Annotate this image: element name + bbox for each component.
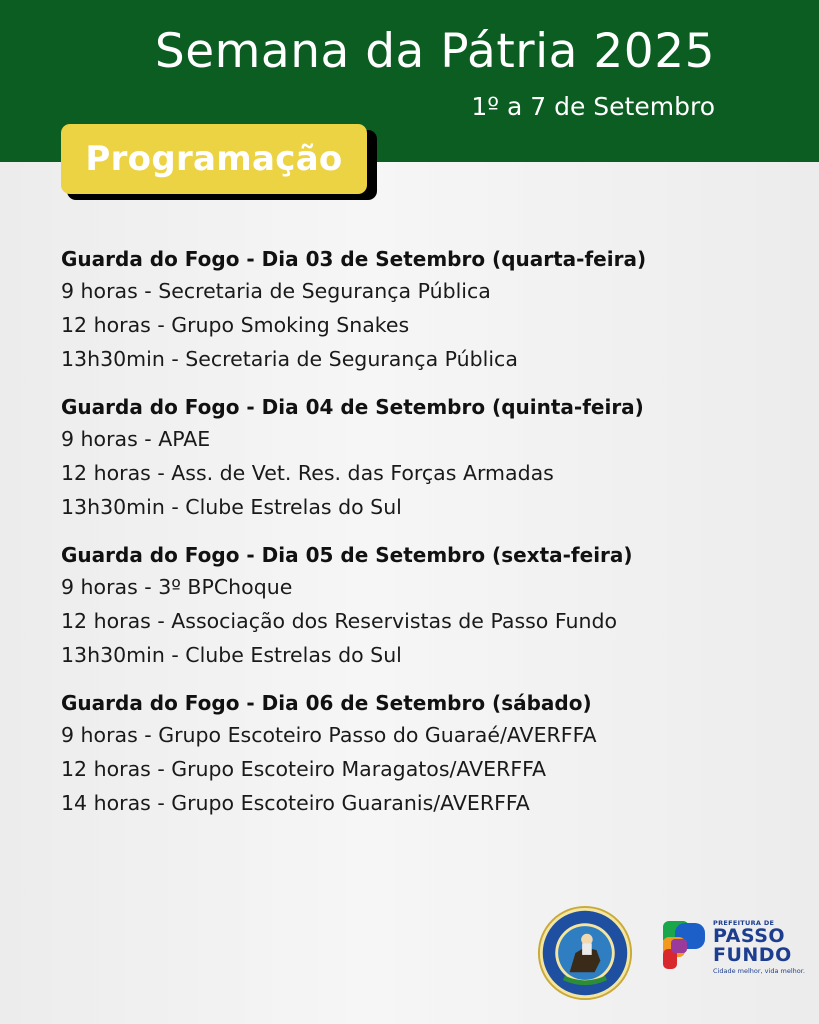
schedule-item: 13h30min - Secretaria de Segurança Pública [61,347,518,371]
pf-line2: FUNDO [713,944,792,966]
badge-label: Programação [85,139,343,179]
schedule-item: 13h30min - Clube Estrelas do Sul [61,643,402,667]
schedule [61,244,781,836]
schedule-section [61,688,781,820]
section-title: Guarda do Fogo - Dia 03 de Setembro (quarta-feira) [61,247,647,271]
pf-slogan: Cidade melhor, vida melhor. [713,967,805,975]
schedule-item: 9 horas - Secretaria de Segurança Pública [61,279,491,303]
schedule-section [61,540,781,672]
schedule-section [61,244,781,376]
section-title: Guarda do Fogo - Dia 06 de Setembro (sábado) [61,691,592,715]
pf-line1: PASSO [713,925,786,947]
programacao-badge [61,124,367,194]
section-title: Guarda do Fogo - Dia 04 de Setembro (quinta-feira) [61,395,644,419]
schedule-item: 9 horas - APAE [61,427,211,451]
liga-da-defesa-nacional-seal-icon [537,905,633,1001]
passo-fundo-wordmark [713,919,805,975]
section-title: Guarda do Fogo - Dia 05 de Setembro (sexta-feira) [61,543,633,567]
schedule-item: 12 horas - Grupo Smoking Snakes [61,313,410,337]
schedule-section [61,392,781,524]
schedule-item: 13h30min - Clube Estrelas do Sul [61,495,402,519]
page-title: Semana da Pátria 2025 [154,24,715,79]
schedule-item: 12 horas - Ass. de Vet. Res. das Forças Armadas [61,461,554,485]
pf-top-label: PREFEITURA DE [713,919,775,927]
logos-footer [537,903,807,1003]
schedule-item: 14 horas - Grupo Escoteiro Guaranis/AVERFFA [61,791,530,815]
schedule-item: 9 horas - 3º BPChoque [61,575,293,599]
schedule-item: 9 horas - Grupo Escoteiro Passo do Guaraé/AVERFFA [61,723,597,747]
passo-fundo-logo-icon [661,919,709,971]
date-range: 1º a 7 de Setembro [471,92,715,121]
schedule-item: 12 horas - Associação dos Reservistas de Passo Fundo [61,609,618,633]
schedule-item: 12 horas - Grupo Escoteiro Maragatos/AVERFFA [61,757,547,781]
